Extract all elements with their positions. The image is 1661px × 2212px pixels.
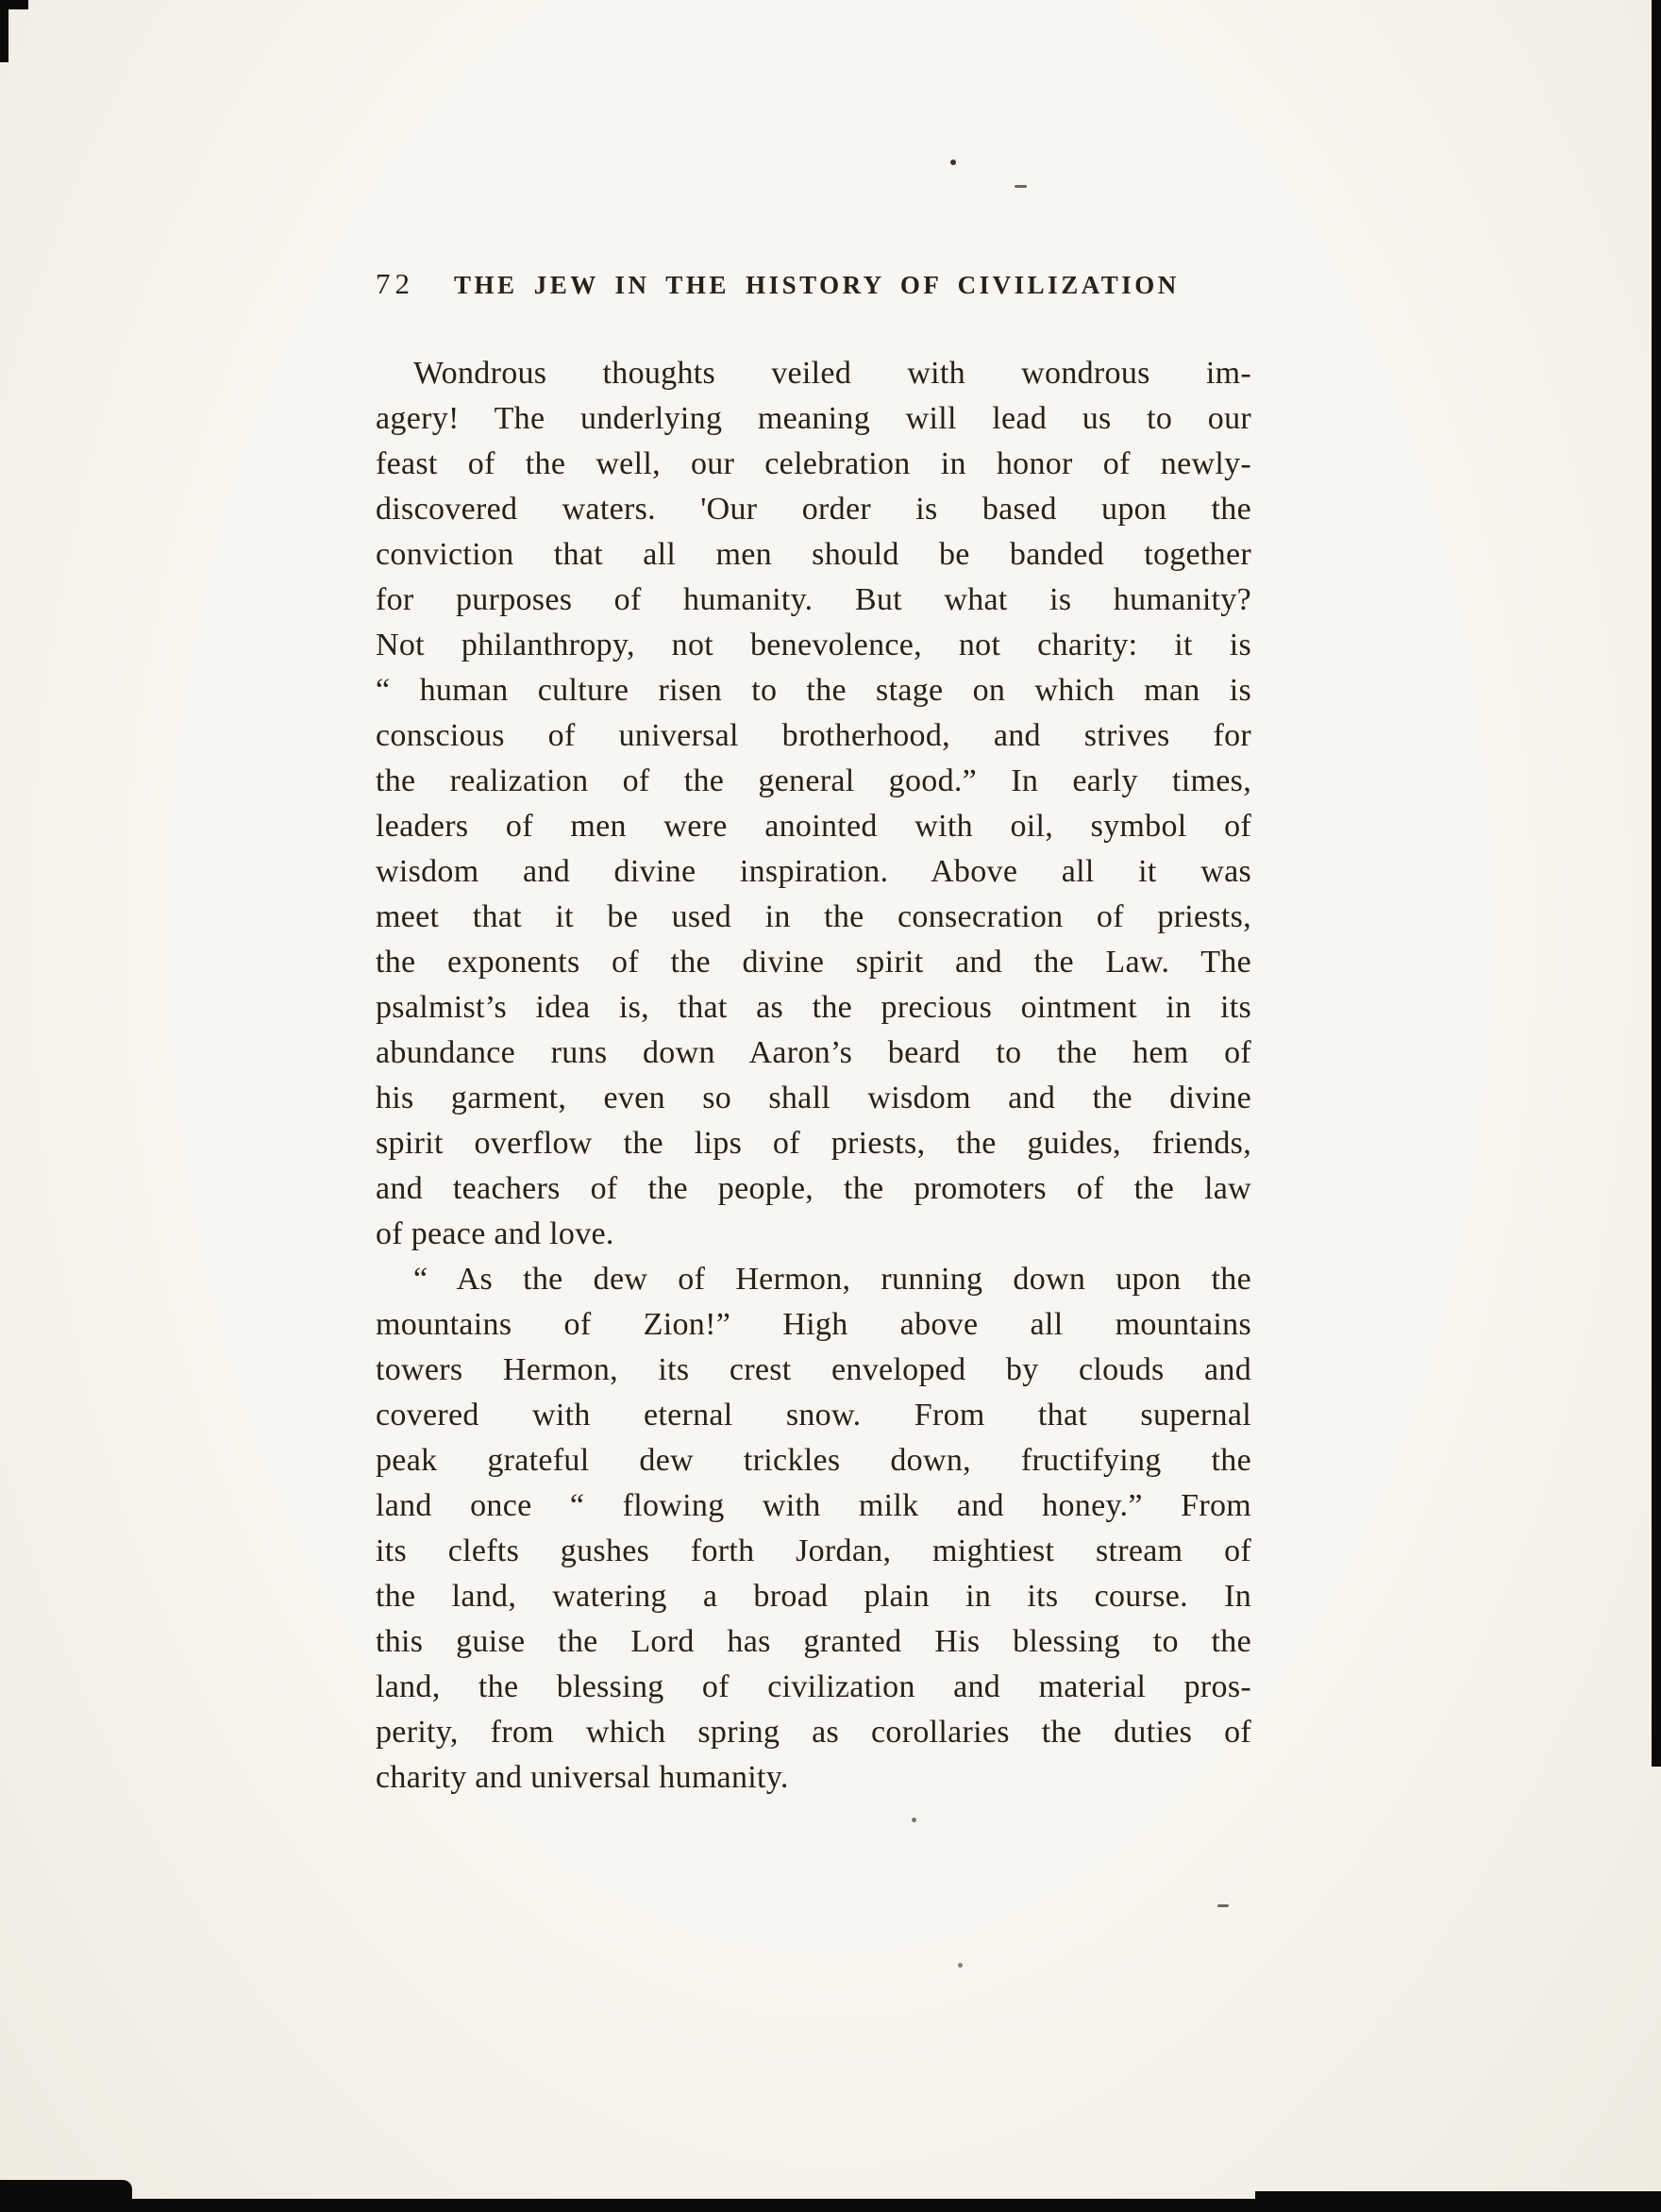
scan-edge-right (1652, 0, 1661, 1767)
text-line: “ human culture risen to the stage on which man is (376, 673, 1251, 708)
text-line: the exponents of the divine spirit and the Law. The (376, 945, 1251, 980)
text-line: the realization of the general good.” In early times, (376, 763, 1251, 798)
text-line: mountains of Zion!” High above all mountains (376, 1307, 1251, 1342)
scan-corner-bottom-left (0, 2180, 132, 2212)
text-line: psalmist’s idea is, that as the precious ointment in its (376, 990, 1251, 1025)
text-line: wisdom and divine inspiration. Above all it was (376, 854, 1251, 889)
text-line: Not philanthropy, not benevolence, not charity: it is (376, 628, 1251, 662)
text-line: “ As the dew of Hermon, running down upon the (413, 1262, 1251, 1297)
text-line: its clefts gushes forth Jordan, mightiest stream of (376, 1533, 1251, 1568)
text-line: towers Hermon, its crest enveloped by clouds and (376, 1352, 1251, 1387)
paragraph (376, 351, 1251, 1257)
scan-speck (1015, 185, 1027, 188)
text-line: leaders of men were anointed with oil, symbol of (376, 809, 1251, 844)
text-block (376, 351, 1251, 1801)
text-line: spirit overflow the lips of priests, the guides, friends, (376, 1126, 1251, 1161)
paragraph (376, 1257, 1251, 1801)
text-line: for purposes of humanity. But what is humanity? (376, 582, 1251, 617)
text-line: agery! The underlying meaning will lead us to our (376, 401, 1251, 436)
scan-speck (1217, 1904, 1229, 1907)
text-line: charity and universal humanity. (376, 1760, 789, 1795)
text-line: of peace and love. (376, 1216, 614, 1251)
scan-speck (958, 1963, 963, 1968)
text-line: feast of the well, our celebration in honor of newly- (376, 446, 1251, 481)
text-line: conscious of universal brotherhood, and strives for (376, 718, 1251, 753)
text-line: land, the blessing of civilization and material pros- (376, 1669, 1251, 1704)
running-header (376, 267, 1251, 301)
text-line: meet that it be used in the consecration of priests, (376, 899, 1251, 934)
text-line: peak grateful dew trickles down, fructifying the (376, 1443, 1251, 1478)
text-line: perity, from which spring as corollaries the duties of (376, 1715, 1251, 1750)
text-line: conviction that all men should be banded together (376, 537, 1251, 572)
scan-corner-top-left-2 (0, 0, 28, 9)
page-number: 72 (376, 267, 414, 300)
text-line: discovered waters. 'Our order is based upon the (376, 492, 1251, 527)
running-header-title: THE JEW IN THE HISTORY OF CIVILIZATION (454, 271, 1180, 299)
text-line: this guise the Lord has granted His blessing to the (376, 1624, 1251, 1659)
text-line: land once “ flowing with milk and honey.” From (376, 1488, 1251, 1523)
scan-speck (912, 1818, 916, 1822)
text-line: abundance runs down Aaron’s beard to the hem of (376, 1035, 1251, 1070)
text-line: Wondrous thoughts veiled with wondrous im- (413, 356, 1251, 391)
text-line: and teachers of the people, the promoters of the law (376, 1171, 1251, 1206)
scan-speck (950, 159, 956, 165)
text-line: covered with eternal snow. From that supernal (376, 1398, 1251, 1433)
text-line: his garment, even so shall wisdom and the divine (376, 1081, 1251, 1115)
text-line: the land, watering a broad plain in its course. In (376, 1579, 1251, 1614)
scan-edge-bottom-right (1255, 2191, 1661, 2212)
